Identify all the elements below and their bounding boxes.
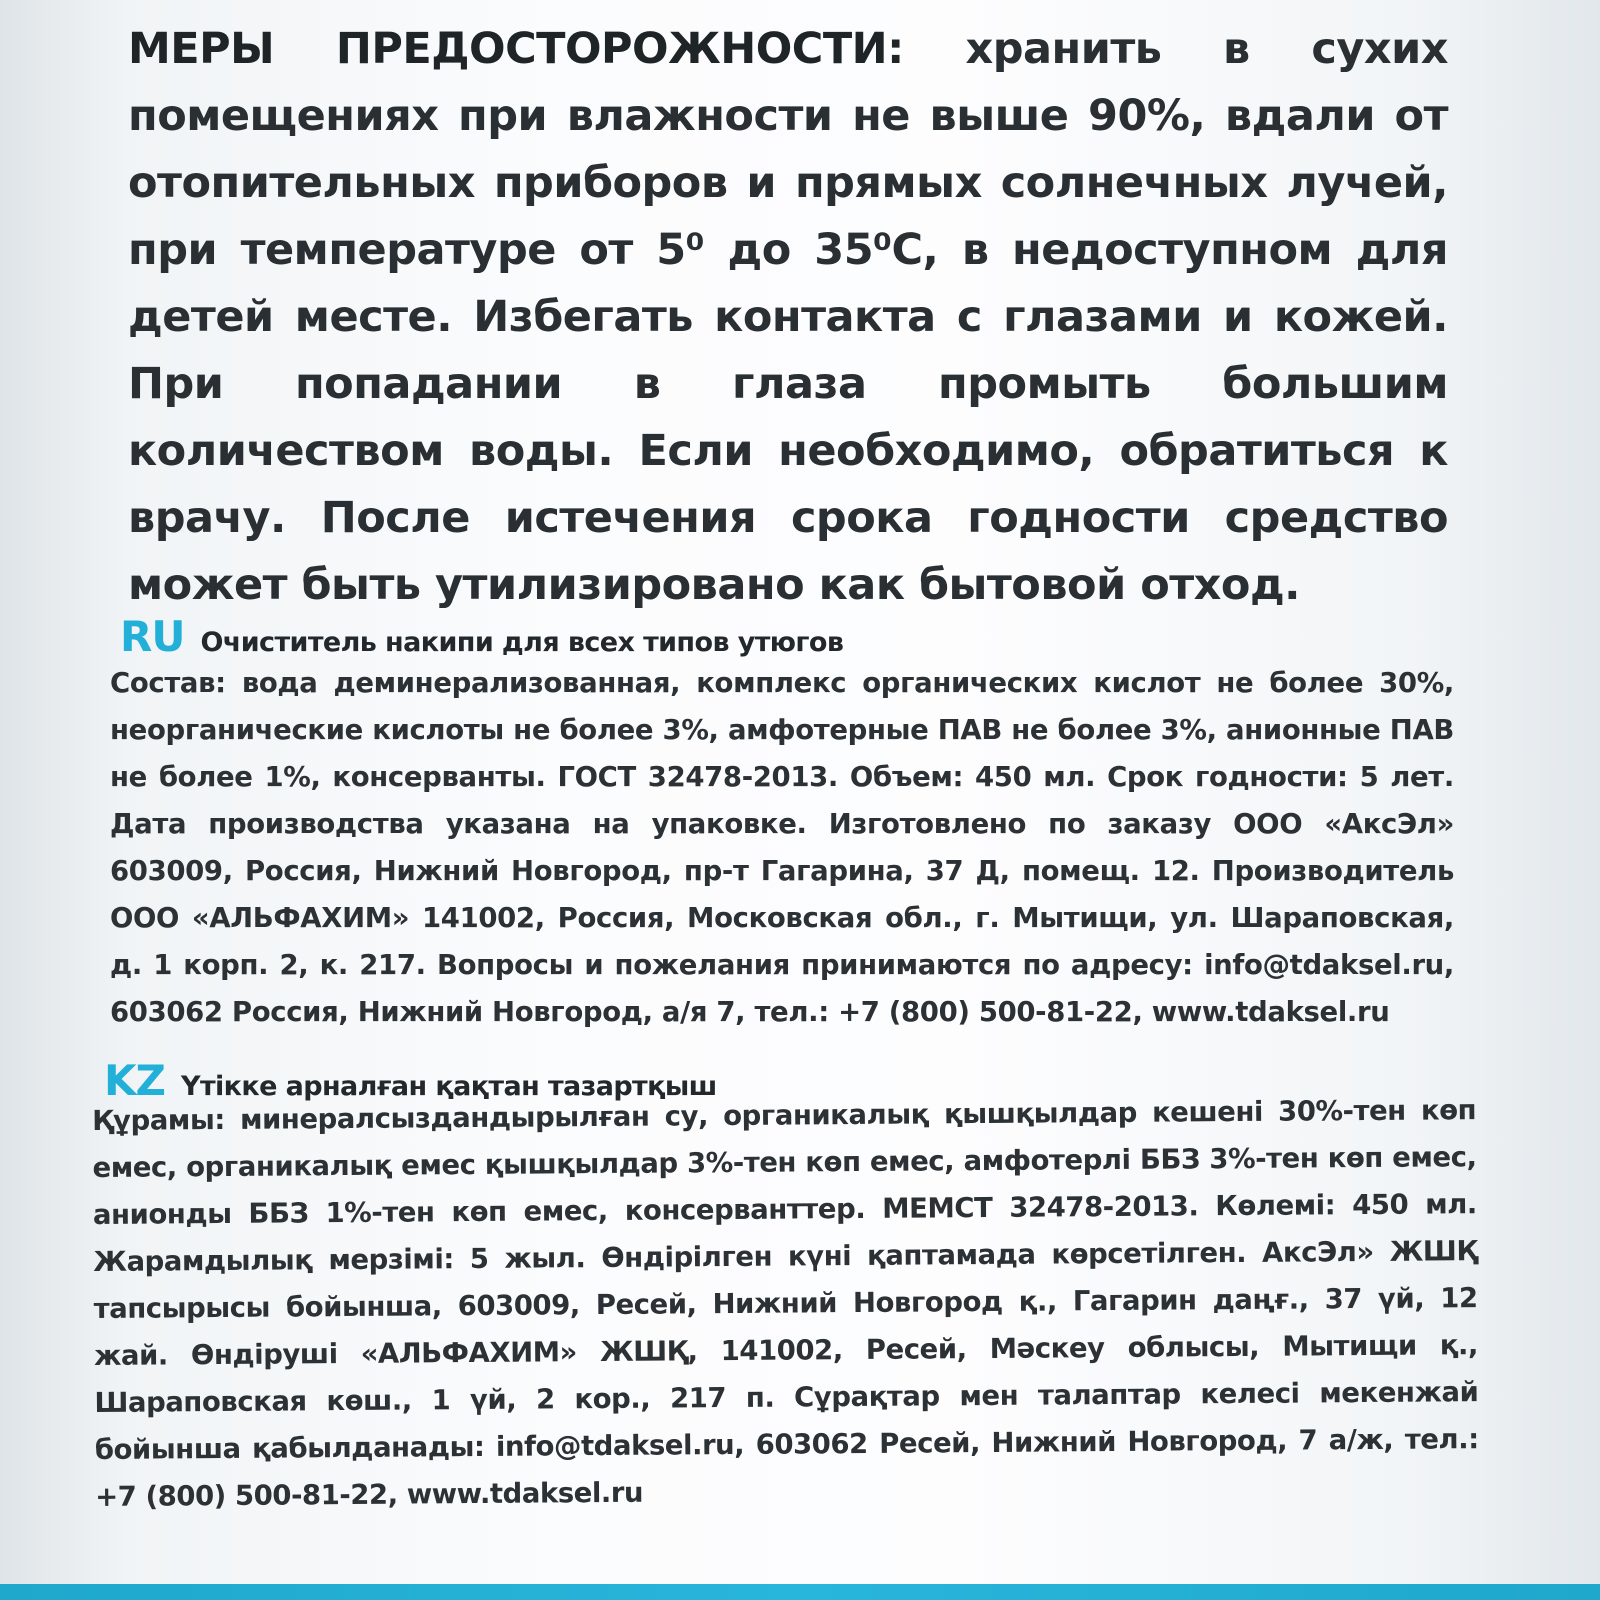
precautions-paragraph xyxy=(128,16,1448,619)
bottom-accent-stripe xyxy=(0,1584,1600,1600)
precautions-text: хранить в сухих помещениях при влажности не выше 90%, вдали от отопительных приборов и прямых солнечных лучей, при температуре от 5⁰ до 35⁰С, в недоступном для детей месте. Избегать контакта с глазами и кожей. При попадании в глаза промыть большим количеством воды. Если необходимо, обратиться к врачу. После истечения срока годности средство может быть утилизировано как бытовой отход. xyxy=(128,24,1448,610)
kz-product-title: Үтікке арналған қақтан тазартқыш xyxy=(181,1071,717,1102)
precautions-heading: МЕРЫ ПРЕДОСТОРОЖНОСТИ: xyxy=(128,24,904,74)
kz-description: Құрамы: минералсыздандырылған су, органикалық қышқылдар кешені 30%-тен көп емес, органикалық емес қышқылдар 3%-тен көп емес, амфотерлі ББЗ 3%-тен көп емес, анионды ББЗ 1%-тен көп емес, консерванттер. МЕМСТ 32478-2013. Көлемі: 450 мл. Жарамдылық мерзімі: 5 жыл. Өндірілген күні қаптамада көрсетілген. АксЭл» ЖШҚ тапсырысы бойынша, 603009, Ресей, Нижний Новгород қ., Гагарин даңғ., 37 үй, 12 жай. Өндіруші «АЛЬФАХИМ» ЖШҚ, 141002, Ресей, Мәскеу облысы, Мытищи қ., Шараповская көш., 1 үй, 2 кор., 217 п. Сұрақтар мен талаптар келесі мекенжай бойынша қабылданады: info@tdaksel.ru, 603062 Ресей, Нижний Новгород, 7 а/ж, тел.: +7 (800) 500-81-22, www.tdaksel.ru xyxy=(92,1094,1479,1513)
ru-description: Состав: вода деминерализованная, комплекс органических кислот не более 30%, неорганические кислоты не более 3%, амфотерные ПАВ не более 3%, анионные ПАВ не более 1%, консерванты. ГОСТ 32478-2013. Объем: 450 мл. Срок годности: 5 лет. Дата производства указана на упаковке. Изготовлено по заказу ООО «АксЭл» 603009, Россия, Нижний Новгород, пр-т Гагарина, 37 Д, помещ. 12. Производитель ООО «АЛЬФАХИМ» 141002, Россия, Московская обл., г. Мытищи, ул. Шараповская, д. 1 корп. 2, к. 217. Вопросы и пожелания принимаются по адресу: info@tdaksel.ru, 603062 Россия, Нижний Новгород, а/я 7, тел.: +7 (800) 500-81-22, www.tdaksel.ru xyxy=(110,667,1454,1028)
ru-section-header xyxy=(120,612,843,661)
kz-language-code: KZ xyxy=(104,1056,165,1105)
ru-product-title: Очиститель накипи для всех типов утюгов xyxy=(200,627,844,658)
ru-language-code: RU xyxy=(120,612,185,661)
